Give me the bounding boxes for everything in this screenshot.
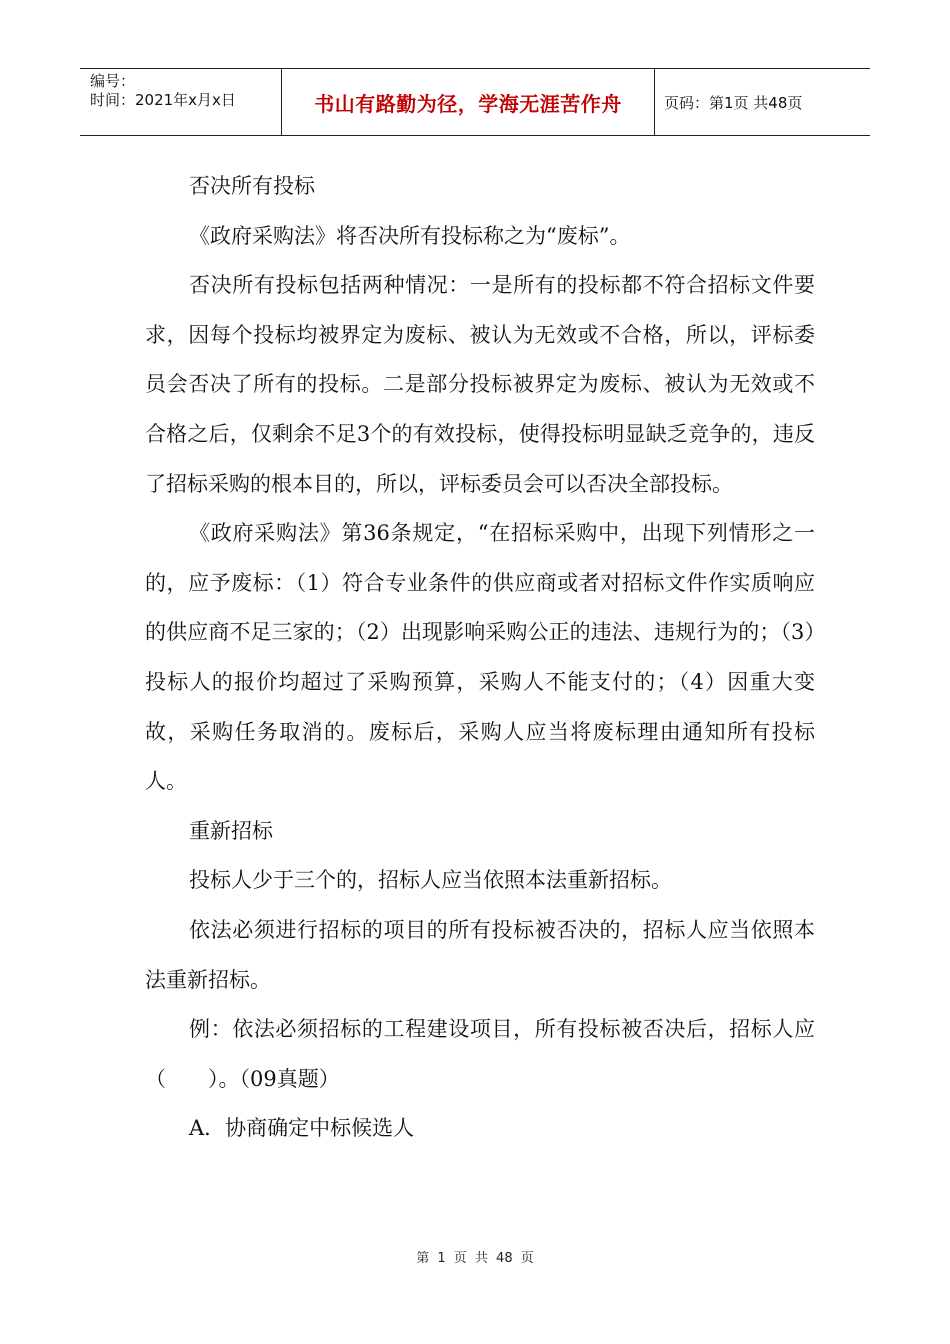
paragraph: 《政府采购法》第36条规定，“在招标采购中，出现下列情形之一的，应予废标：（1）符合专业条件的供应商或者对招标文件作实质响应的供应商不足三家的；（2）出现影响采购公正的违法、违规行为的；（3）投标人的报价均超过了采购预算，采购人不能支付的；（4）因重大变故，采购任务取消的。废标后，采购人应当将废标理由通知所有投标人。	[145, 521, 815, 794]
serial-label: 编号：	[90, 72, 136, 90]
example-question: 例：依法必须招标的工程建设项目，所有投标被否决后，招标人应（ ）。（09真题）	[145, 1017, 815, 1091]
section-heading-reject-all: 否决所有投标	[189, 174, 315, 198]
paragraph: 《政府采购法》将否决所有投标称之为“废标”。	[189, 223, 631, 248]
document-body	[145, 162, 815, 1154]
page-header	[80, 68, 870, 136]
section-heading-rebid: 重新招标	[189, 818, 273, 843]
header-page-info: 页码：第1页 共48页	[664, 93, 803, 112]
paragraph: 否决所有投标包括两种情况：一是所有的投标都不符合招标文件要求，因每个投标均被界定为废标、被认为无效或不合格，所以，评标委员会否决了所有的投标。二是部分投标被界定为废标、被认为无效或不合格之后，仅剩余不足3个的有效投标，使得投标明显缺乏竞争的，违反了招标采购的根本目的，所以，评标委员会可以否决全部投标。	[145, 273, 815, 496]
time-label: 时间：2021年x月x日	[90, 91, 236, 109]
answer-option-a: A．协商确定中标候选人	[189, 1116, 415, 1141]
paragraph: 投标人少于三个的，招标人应当依照本法重新招标。	[189, 868, 672, 893]
header-motto: 书山有路勤为径，学海无涯苦作舟	[282, 69, 655, 135]
page-footer: 第 1 页 共 48 页	[416, 1251, 534, 1266]
paragraph: 依法必须进行招标的项目的所有投标被否决的，招标人应当依照本法重新招标。	[145, 917, 815, 992]
header-meta	[80, 69, 282, 135]
